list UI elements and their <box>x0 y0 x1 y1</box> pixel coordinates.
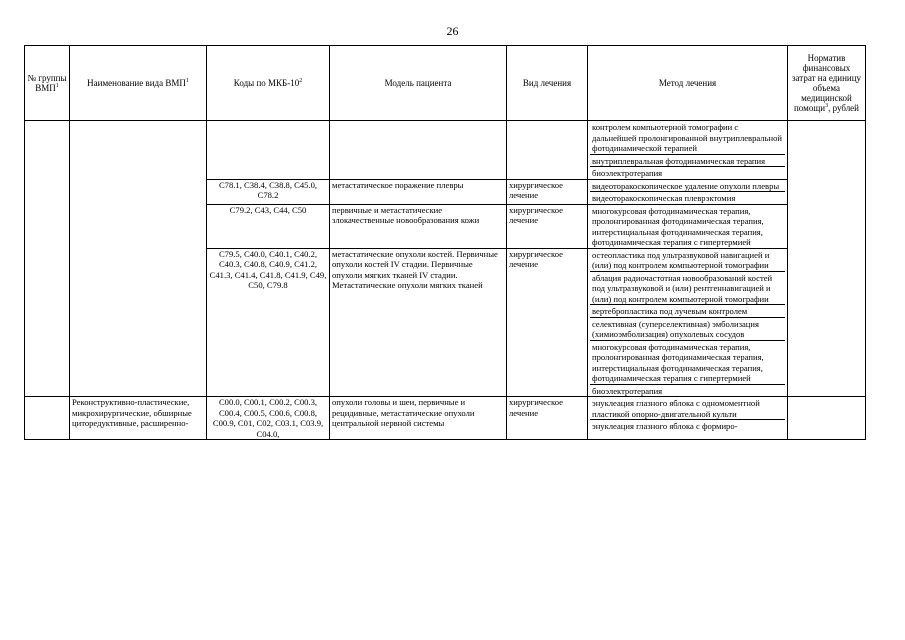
patient-model-cell: метастатические опухоли костей. Первичные опухоли костей IV стадии. Первичные опухоли мягких тканей IV стадии. Метастатические опухоли мягких тканей <box>330 248 507 397</box>
page-number: 26 <box>446 24 459 38</box>
group-no-cell <box>25 397 70 440</box>
icd-codes-cell <box>207 121 330 180</box>
icd-codes-cell: C00.0, C00.1, C00.2, C00.3, C00.4, C00.5, C00.6, C00.8, C00.9, C01, C02, C03.1, C03.9, C04.0, <box>207 397 330 440</box>
method-item: селективная (суперселективная) эмболизация (химиоэмболизация) опухолевых сосудов <box>590 318 785 341</box>
method-item: остеопластика под ультразвуковой навигацией и (или) под контролем компьютерной томографии <box>590 249 785 272</box>
treatment-type-cell: хирургическое лечение <box>507 248 588 397</box>
header-patient-model: Модель пациента <box>330 46 507 121</box>
treatment-method-cell <box>588 121 788 180</box>
header-row <box>25 46 866 121</box>
method-item: биоэлектротерапия <box>592 168 663 178</box>
treatment-method-cell <box>588 248 788 397</box>
vmp-table <box>24 45 866 440</box>
method-item: многокурсовая фотодинамическая терапия, пролонгированная фотодинамическая терапия, интерстициальная фотодинамическая терапия, фотодинамическая терапия с гипертермией <box>590 341 785 385</box>
header-icd-codes: Коды по МКБ-$10^2$ <box>207 46 330 121</box>
treatment-type-cell: хирургическое лечение <box>507 179 588 204</box>
header-treatment-method: Метод лечения <box>588 46 788 121</box>
method-item: биоэлектротерапия <box>592 385 663 396</box>
treatment-method-cell <box>588 397 788 440</box>
method-item: видеоторакоскопическое удаление опухоли плевры <box>590 180 785 193</box>
header-treatment-type: Вид лечения <box>507 46 588 121</box>
method-item: вертебропластика под лучевым контролем <box>590 305 785 318</box>
treatment-type-cell <box>507 121 588 180</box>
method-item: контролем компьютерной томографии с дальнейшей пролонгированной внутриплевральной фотодинамической терапией <box>590 121 785 155</box>
method-item: аблация радиочастотная новообразований костей под ультразвуковой и (или) рентгеннавигацией и (или) под контролем компьютерной томографии <box>590 272 785 306</box>
patient-model-cell <box>330 121 507 180</box>
method-item: энуклеация глазного яблока с одномоментной пластикой опорно-двигательной культи <box>590 397 785 420</box>
norm-cell <box>788 121 866 397</box>
treatment-method-cell <box>588 179 788 204</box>
vmp-name-cell <box>70 121 207 397</box>
patient-model-cell: опухоли головы и шеи, первичные и рецидивные, метастатические опухоли центральной нервной системы <box>330 397 507 440</box>
icd-codes-cell: C79.2, C43, C44, C50 <box>207 204 330 248</box>
group-no-cell <box>25 121 70 397</box>
header-vmp-name: Наименование вида ВМП$^1$ <box>70 46 207 121</box>
method-item: видеоторакоскопическая плеврэктомия <box>592 193 736 203</box>
vmp-name-cell: Реконструктивно-пластические, микрохирургические, обширные циторедуктивные, расширенно- <box>70 397 207 440</box>
treatment-type-cell: хирургическое лечение <box>507 204 588 248</box>
header-group-no: № группы ВМП$^1$ <box>25 46 70 121</box>
patient-model-cell: первичные и метастатические злокачественные новообразования кожи <box>330 204 507 248</box>
method-item: внутриплевральная фотодинамическая терапия <box>590 155 785 168</box>
icd-codes-cell: C79.5, C40.0, C40.1, C40.2, C40.3, C40.8, C40.9, C41.2, C41.3, C41.4, C41.8, C41.9, C49, C50, C79.8 <box>207 248 330 397</box>
treatment-method-cell <box>588 204 788 248</box>
norm-cell <box>788 397 866 440</box>
patient-model-cell: метастатическое поражение плевры <box>330 179 507 204</box>
header-norm: Норматив финансовых затрат на единицу объема медицинской помощи$^3$, рублей <box>788 46 866 121</box>
icd-codes-cell: C78.1, C38.4, C38.8, C45.0, C78.2 <box>207 179 330 204</box>
treatment-type-cell: хирургическое лечение <box>507 397 588 440</box>
method-item: энуклеация глазного яблока с формиро- <box>592 421 738 431</box>
table-row <box>25 121 866 180</box>
method-item: многокурсовая фотодинамическая терапия, пролонгированная фотодинамическая терапия, интерстициальная фотодинамическая терапия, фотодинамическая терапия с гипертермией <box>592 205 764 247</box>
table-row <box>25 397 866 440</box>
